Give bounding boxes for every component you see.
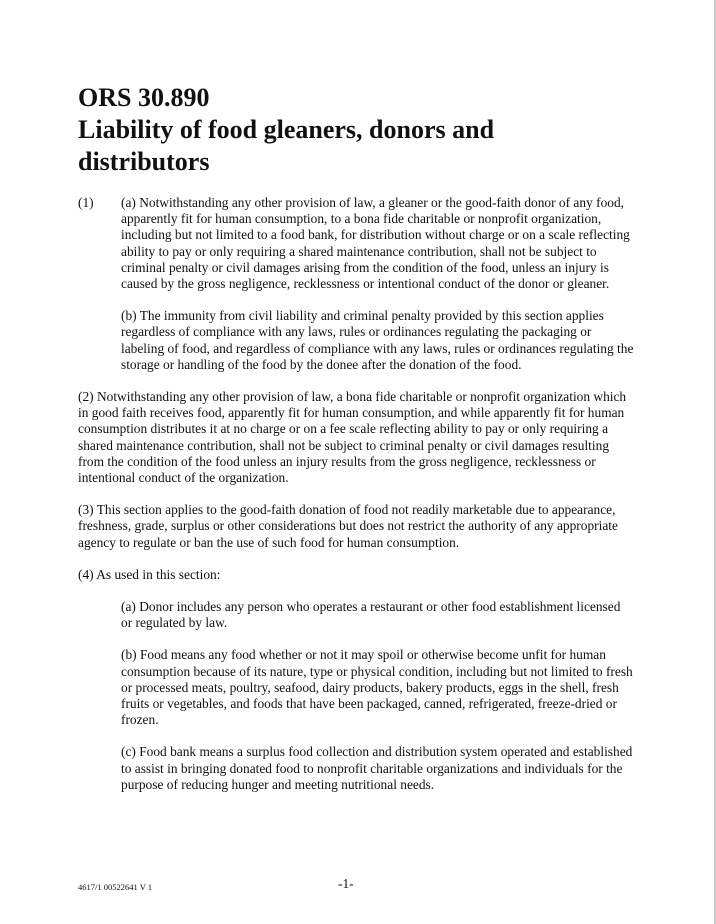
section-1-a: (a) Notwithstanding any other provision of law, a gleaner or the good-faith donor of any food, apparently fit for human consumption, to a bona fide charitable or nonprofit organization, including but not limited to a food bank, for distribution without charge or on a scale reflecting ability to pay or only requiring a shared maintenance contribution, shall not be subject to criminal penalty or civil damages arising from the condition of the food, unless an injury is caused by the gross negligence, recklessness or intentional conduct of the donor or gleaner. bbox=[121, 195, 630, 292]
document-body bbox=[78, 195, 634, 793]
section-2: (2) Notwithstanding any other provision of law, a bona fide charitable or nonprofit organization which in good faith receives food, apparently fit for human consumption, and while apparently fit for human consumption distributes it at no charge or on a fee scale reflecting ability to pay or only requiring a shared maintenance contribution, shall not be subject to criminal penalty or civil damages resulting from the condition of the food unless an injury results from the gross negligence, recklessness or intentional conduct of the organization. bbox=[78, 389, 627, 486]
section-4-intro: (4) As used in this section: bbox=[78, 566, 221, 582]
section-1-b: (b) The immunity from civil liability and criminal penalty provided by this section applies regardless of compliance with any laws, rules or ordinances regulating the packaging or labeling of food, and regardless of compliance with any laws, rules or ordinances regulating the storage or handling of the food by the donee after the donation of the food. bbox=[121, 308, 634, 372]
title-line-subject-cont: distributors bbox=[78, 147, 210, 176]
section-4-c: (c) Food bank means a surplus food collection and distribution system operated and established to assist in bringing donated food to nonprofit charitable organizations and individuals for the purpose of reducing hunger and meeting nutritional needs. bbox=[121, 744, 633, 792]
section-1 bbox=[78, 195, 634, 373]
section-1-number: (1) bbox=[78, 195, 94, 210]
title-line-subject: Liability of food gleaners, donors and bbox=[78, 115, 495, 144]
title-line-statute: ORS 30.890 bbox=[78, 83, 210, 112]
section-3: (3) This section applies to the good-faith donation of food not readily marketable due to appearance, freshness, grade, surplus or other considerations but does not restrict the authority of any appropriate agency to regulate or ban the use of such food for human consumption. bbox=[78, 502, 618, 550]
document-title bbox=[78, 82, 678, 178]
section-4-a: (a) Donor includes any person who operates a restaurant or other food establishment licensed or regulated by law. bbox=[121, 599, 621, 631]
footer-page-number: -1- bbox=[338, 876, 354, 891]
section-4-b: (b) Food means any food whether or not it may spoil or otherwise become unfit for human consumption because of its nature, type or physical condition, including but not limited to fresh or processed meats, poultry, seafood, dairy products, bakery products, eggs in the shell, fresh fruits or vegetables, and foods that have been packaged, canned, refrigerated, freeze-dried or frozen. bbox=[121, 647, 633, 728]
footer-document-id: 4617/1 00522641 V 1 bbox=[78, 882, 153, 892]
